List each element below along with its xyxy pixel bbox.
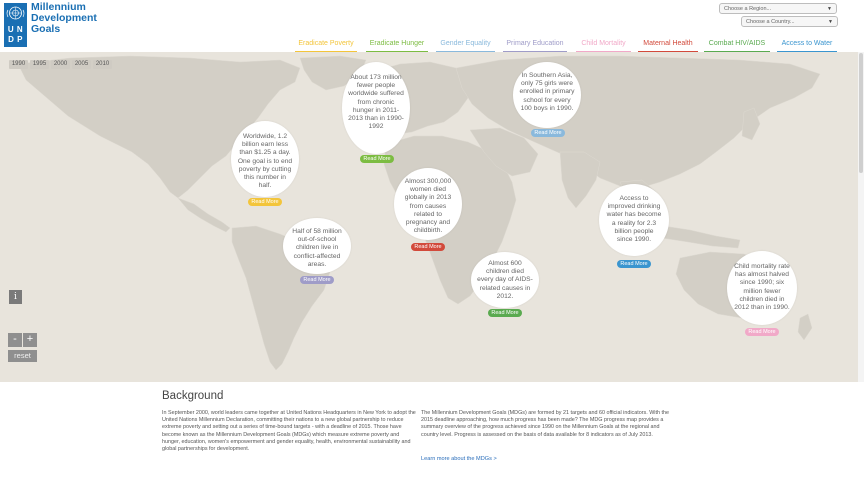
learn-more-link[interactable]: Learn more about the MDGs > [421,456,497,462]
year-button-2000[interactable]: 2000 [51,60,70,69]
zoom-out-button[interactable]: - [8,333,22,347]
scrollbar-thumb[interactable] [859,53,863,173]
bubble-text-poverty: Worldwide, 1.2 billion earn less than $1.25 a day. One goal is to end poverty by cutting this number in half. [237,133,293,190]
tab-eradicate-hunger[interactable]: Eradicate Hunger [366,39,428,54]
tab-eradicate-poverty[interactable]: Eradicate Poverty [295,39,357,54]
tab-access-to-water[interactable]: Access to Water [777,39,837,54]
app-title [31,2,111,35]
read-more-child-mortality-button[interactable]: Read More [745,328,779,336]
bubble-text-maternal: Almost 300,000 women died globally in 2013 from causes related to pregnancy and childbirth. [404,178,452,235]
chevron-down-icon: ▼ [827,6,832,12]
title-line-2: Development [31,12,97,24]
read-more-maternal-button[interactable]: Read More [411,243,445,251]
country-select[interactable] [741,16,838,27]
year-button-2010[interactable]: 2010 [93,60,112,69]
year-button-1995[interactable]: 1995 [30,60,49,69]
year-button-2005[interactable]: 2005 [72,60,91,69]
bubble-text-hiv: Almost 600 children died every day of AIDS-related causes in 2012. [477,260,533,300]
read-more-hiv-button[interactable]: Read More [488,309,522,317]
bubble-text-hunger: About 173 million fewer people worldwide suffered from chronic hunger in 2011-2013 than in 1990-1992 [348,74,404,131]
chevron-down-icon: ▼ [828,19,833,25]
info-button[interactable]: i [9,290,22,304]
background-text-right: The Millennium Development Goals (MDGs) are formed by 21 targets and 60 official indicators. With the 2015 deadline approaching, how much progress has been made? The MDG progress map provides a summary overview of the progress achieved since 1990 on the Millennium Goals at the regional and country level. Progress is assessed on the basis of data available for 8 indicators as of July 2013. [421,410,669,438]
read-more-education-button[interactable]: Read More [300,276,334,284]
un-emblem-icon [5,4,26,22]
read-more-poverty-button[interactable]: Read More [248,198,282,206]
read-more-gender-button[interactable]: Read More [531,129,565,137]
undp-letters: U N D P [7,25,24,44]
year-button-1990[interactable]: 1990 [9,60,28,69]
zoom-in-button[interactable]: + [23,333,37,347]
title-line-1: Millennium [31,1,86,13]
read-more-hunger-button[interactable]: Read More [360,155,394,163]
tab-combat-hiv-aids[interactable]: Combat HIV/AIDS [704,39,770,54]
region-select[interactable] [719,3,837,14]
page-scrollbar[interactable] [858,52,864,382]
region-select-value: Choose a Region... [724,6,772,12]
bubble-text-gender: In Southern Asia, only 75 girls were enrolled in primary school for every 100 boys in 1990. [519,72,575,112]
tab-gender-equality[interactable]: Gender Equality [436,39,495,54]
country-select-value: Choose a Country... [746,19,795,25]
bubble-text-education: Half of 58 million out-of-school children live in conflict-affected areas. [292,228,342,268]
reset-button[interactable]: reset [8,350,37,362]
bubble-text-water: Access to improved drinking water has become a reality for 2.3 billion people since 1990. [606,195,662,244]
undp-logo[interactable] [4,3,27,47]
background-text-left: In September 2000, world leaders came together at United Nations Headquarters in New York to adopt the United Nations Millennium Declaration, committing their nations to a new global partnership to reduce extreme poverty and setting out a series of time-bound targets - with a deadline of 2015. Those have become known as the Millennium Development Goals (MDGs) which measure extreme poverty and hunger, education, women's empowerment and gender equality, health, environmental sustainability and global partnerships for development. [162,410,416,453]
title-line-3: Goals [31,23,61,35]
background-title: Background [162,390,224,402]
read-more-water-button[interactable]: Read More [617,260,651,268]
tab-primary-education[interactable]: Primary Education [503,39,567,54]
bubble-text-child-mortality: Child mortality rate has almost halved since 1990; six million fewer children died in 2012 than in 1990. [734,263,790,312]
tab-maternal-health[interactable]: Maternal Health [638,39,698,54]
tab-child-mortality[interactable]: Child Mortality [576,39,631,54]
